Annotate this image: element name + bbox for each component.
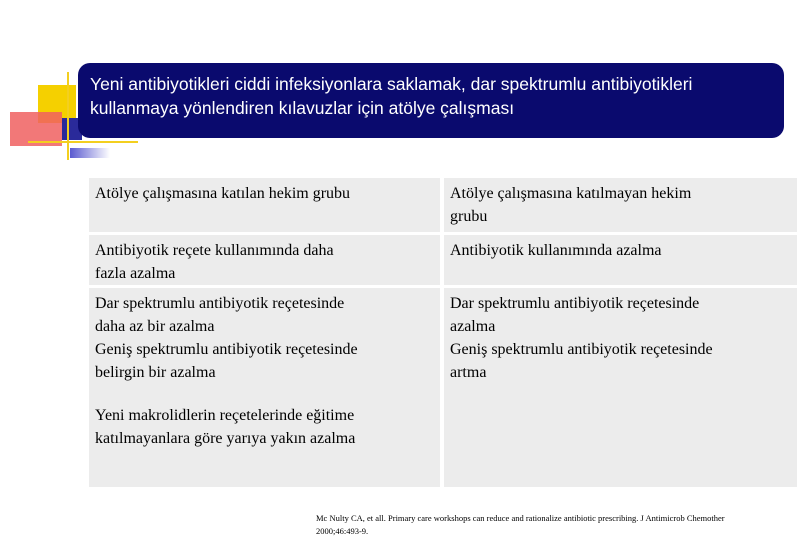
header-not-attended-group xyxy=(444,178,797,232)
row2-not-attended-line-2: azalma xyxy=(450,318,496,335)
decorative-horizontal-line xyxy=(28,141,138,143)
row1-attended-cell xyxy=(89,235,440,285)
row1-not-attended-text: Antibiyotik kullanımında azalma xyxy=(450,242,662,259)
comparison-table xyxy=(89,178,797,487)
slide-title-line-1: Yeni antibiyotikleri ciddi infeksiyonlara saklamak, dar spektrumlu antibiyotikleri xyxy=(90,74,693,94)
row2-not-attended-line-1: Dar spektrumlu antibiyotik reçetesinde xyxy=(450,295,700,312)
slide-title xyxy=(78,63,784,138)
row2-attended-line-4: belirgin bir azalma xyxy=(95,364,216,381)
paragraph-gap xyxy=(95,384,434,404)
header-not-attended-line-2: grubu xyxy=(450,208,488,225)
citation-line-1: Mc Nulty CA, et all. Primary care workshops can reduce and rationalize antibiotic prescribing. J Antimicrob Chemother xyxy=(316,513,725,523)
slide-title-line-2: kullanmaya yönlendiren kılavuzlar için atölye çalışması xyxy=(90,98,515,118)
decorative-blue-bar xyxy=(70,148,110,158)
row2-not-attended-line-3: Geniş spektrumlu antibiyotik reçetesinde xyxy=(450,341,713,358)
row2-attended-line-5: Yeni makrolidlerin reçetelerinde eğitime xyxy=(95,407,355,424)
row2-not-attended-line-4: artma xyxy=(450,364,487,381)
row1-attended-line-1: Antibiyotik reçete kullanımında daha xyxy=(95,242,334,259)
row2-attended-line-6: katılmayanlara göre yarıya yakın azalma xyxy=(95,430,356,447)
row2-attended-line-2: daha az bir azalma xyxy=(95,318,215,335)
row2-attended-cell xyxy=(89,288,440,487)
header-attended-text: Atölye çalışmasına katılan hekim grubu xyxy=(95,185,351,202)
row1-not-attended-cell xyxy=(444,235,797,285)
row1-attended-line-2: fazla azalma xyxy=(95,265,176,282)
row2-attended-line-3: Geniş spektrumlu antibiyotik reçetesinde xyxy=(95,341,358,358)
citation-line-2: 2000;46:493-9. xyxy=(316,526,369,536)
decorative-vertical-line xyxy=(67,72,69,160)
citation-reference xyxy=(316,512,802,538)
header-not-attended-line-1: Atölye çalışmasına katılmayan hekim xyxy=(450,185,692,202)
row2-attended-line-1: Dar spektrumlu antibiyotik reçetesinde xyxy=(95,295,345,312)
header-attended-group xyxy=(89,178,440,232)
row2-not-attended-cell xyxy=(444,288,797,487)
